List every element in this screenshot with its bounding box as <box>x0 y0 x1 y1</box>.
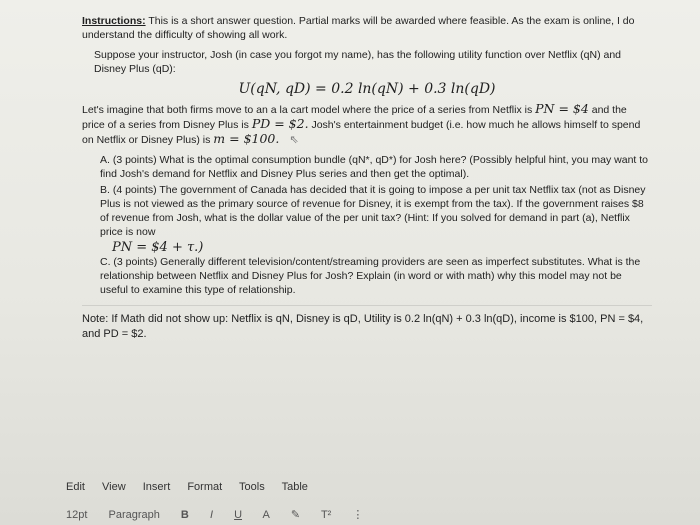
editor-toolbar <box>66 508 381 521</box>
more-options-icon[interactable]: ⋮ <box>352 509 364 521</box>
menu-table[interactable]: Table <box>281 481 308 493</box>
menu-insert[interactable]: Insert <box>142 481 171 493</box>
superscript-button[interactable]: T² <box>320 509 332 521</box>
menu-view[interactable]: View <box>102 481 126 493</box>
pricing-text-a: Let's imagine that both firms move to an a la cart model where the price of a series from Netflix is <box>82 104 533 116</box>
mouse-cursor-icon: ⇖ <box>289 134 299 146</box>
menu-tools[interactable]: Tools <box>239 481 265 493</box>
instructions-text: This is a short answer question. Partial marks will be awarded where feasible. As the exam is online, I do understand the difficulty of showing all work. <box>82 15 635 41</box>
question-body <box>82 14 652 353</box>
budget: m = $100. <box>213 131 280 146</box>
instructions-label: Instructions: <box>82 15 146 27</box>
part-c: C. (3 points) Generally different television/content/streaming providers are seen as imperfect substitutes. What is the relationship between Netflix and Disney Plus for Josh? Explain (in word or with math) why this model may not be useful to examine this type of relationship. <box>100 256 641 296</box>
part-b: B. (4 points) The government of Canada has decided that it is going to impose a per unit tax Netflix tax (not as Disney Plus is not viewed as the primary source of revenue for Disney, it is exempt from the tax). If the government raises $8 of revenue from Josh, what is the dollar value of the per unit tax? (Hint: If you solved for demand in part (a), Netflix price is now <box>100 184 646 238</box>
question-parts <box>82 153 652 297</box>
part-a: A. (3 points) What is the optimal consumption bundle (qN*, qD*) for Josh here? (Possibly helpful hint, you may want to find Josh's demand for Netflix and Disney Plus series and then get the optimal). <box>100 154 649 180</box>
instructions-paragraph <box>82 14 652 42</box>
pricing-text-c: Josh's entertainment budget (i.e. how much he allows himself to spend on Netflix or Disney Plus) is <box>82 119 641 146</box>
netflix-price: PN = $4 <box>535 101 589 116</box>
note-paragraph: Note: If Math did not show up: Netflix is qN, Disney is qD, Utility is 0.2 ln(qN) + 0.3 ln(qD), income is $100, PN = $4, and PD = $2. <box>82 305 652 342</box>
scenario-intro: Suppose your instructor, Josh (in case you forgot my name), has the following utility function over Netflix (qN) and Disney Plus (qD): <box>94 49 621 75</box>
pricing-text-b: and the price of a series from Disney Plus is <box>82 104 627 131</box>
editor-menubar <box>66 481 322 493</box>
disney-price: PD = $2. <box>251 116 309 131</box>
italic-button[interactable]: I <box>209 509 213 521</box>
bold-button[interactable]: B <box>180 509 189 521</box>
underline-button[interactable]: U <box>234 509 243 521</box>
part-b-formula: PN = $4 + τ.) <box>112 240 204 255</box>
font-size-select[interactable]: 12pt <box>66 509 88 521</box>
utility-equation: U(qN, qD) = 0.2 ln(qN) + 0.3 ln(qD) <box>238 81 496 97</box>
paragraph-select[interactable]: Paragraph <box>108 509 160 521</box>
highlight-icon[interactable]: ✎ <box>290 509 301 521</box>
menu-format[interactable]: Format <box>187 481 223 493</box>
text-color-button[interactable]: A <box>262 509 270 521</box>
pricing-paragraph <box>82 102 652 147</box>
menu-edit[interactable]: Edit <box>66 481 85 493</box>
